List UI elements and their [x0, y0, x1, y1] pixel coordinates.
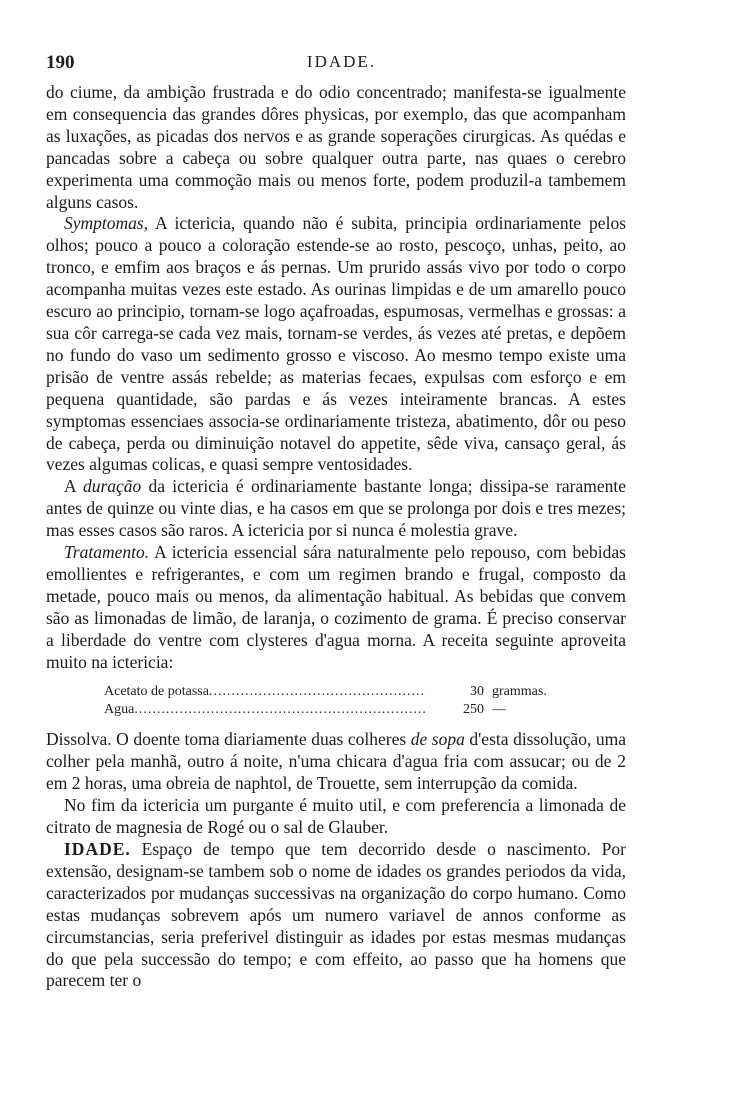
page-header: [46, 52, 637, 78]
duration-label: duração: [82, 476, 142, 497]
leader-dots: [209, 683, 426, 701]
page-number: 190: [46, 52, 75, 73]
paragraph-duration: [46, 476, 626, 542]
running-head: IDADE.: [306, 52, 377, 71]
dissolve-prefix: Dissolva. O doente toma diariamente duas colheres: [46, 729, 411, 750]
dissolve-text: d'esta dissolução, uma colher pela manhã, outro á noite, n'uma chicara d'agua fria com assucar; ou de 2 em 2 horas, uma obreia de naphtol, de Trouette, sem interrupção da comida.: [46, 729, 626, 794]
recipe-unit: grammas.: [492, 684, 547, 700]
page-body: [46, 82, 626, 992]
symptoms-label: Symptomas,: [64, 213, 149, 234]
duration-text: da ictericia é ordinariamente bastante longa; dissipa-se raramente antes de quinze ou vinte dias, e ha casos em que se prolonga por dois e tres mezes; mas esses casos são raros. A ictericia por si nunca é molestia grave.: [46, 476, 626, 541]
entry-text: Espaço de tempo que tem decorrido desde o nascimento. Por extensão, designam-se tambem sob o nome de idades os grandes periodos da vida, caracterizados por mudanças successivas na organização do corpo humano. Como estas mudanças sobrevem após um numero variavel de annos conforme as circumstancias, seria preferivel distinguir as idades por estas mesmas mudanças do que pela successão do tempo; e com effeito, ao passo que ha homens que parecem ter o: [46, 839, 626, 991]
leader-dots: [134, 701, 426, 719]
recipe-table: [104, 683, 574, 719]
paragraph-causes: do ciume, da ambição frustrada e do odio concentrado; manifesta-se igualmente em consequencia das grandes dôres physicas, por exemplo, das que acompanham as luxações, as picadas dos nervos e as grande soperações cirurgicas. As quédas e pancadas sobre a cabeça ou sobre qualquer outra parte, nas quaes o cerebro experimenta uma commoção mais ou menos forte, podem produzil-a tambemem alguns casos.: [46, 82, 626, 212]
paragraph-symptoms: [46, 213, 626, 476]
recipe-quantity: 30: [470, 684, 484, 700]
recipe-item: Acetato de potassa: [104, 684, 209, 700]
dissolve-label: de sopa: [410, 729, 465, 750]
recipe-item: Agua: [104, 702, 135, 718]
treatment-text: A ictericia essencial sára naturalmente pelo repouso, com bebidas emollientes e refrigerantes, e com um regimen brando e frugal, composto da metade, pouco mais ou menos, da alimentação habitual. As bebidas que convem são as limonadas de limão, de laranja, o cozimento de grama. É preciso conservar a liberdade do ventre com clysteres d'agua morna. A receita seguinte aproveita muito na ictericia:: [46, 542, 626, 672]
recipe-unit: —: [492, 702, 506, 718]
symptoms-text: A ictericia, quando não é subita, principia ordinariamente pelos olhos; pouco a pouco a coloração estende-se ao rosto, pescoço, unhas, peito, ao tronco, e emfim aos braços e ás pernas. Um prurido assás vivo por todo o corpo acompanha muitas vezes este estado. As ourinas limpidas e de um amarello pouco escuro ao principio, tornam-se logo açafroadas, espumosas, vermelhas e grossas: a sua côr carrega-se cada vez mais, tornam-se verdes, ás vezes até pretas, e depõem no fundo do vaso um sedimento grosso e viscoso. Ao mesmo tempo existe uma prisão de ventre assás rebelde; as materias fecaes, expulsas com esforço e em pequena quantidade, são pardas e ás vezes inteiramente brancas. A estes symptomas essenciaes associa-se ordinariamente tristeza, abatimento, dôr ou peso de cabeça, perda ou diminuição notavel do appetite, sêde viva, cansaço geral, ás vezes algumas colicas, e quasi sempre ventosidades.: [46, 213, 626, 475]
treatment-label: Tratamento.: [64, 542, 150, 563]
entry-headword: IDADE.: [64, 839, 131, 859]
paragraph-idade-entry: [46, 839, 626, 992]
paragraph-dissolve: [46, 729, 626, 795]
paragraph-purgative: No fim da ictericia um purgante é muito util, e com preferencia a limonada de citrato de magnesia de Rogé ou o sal de Glauber.: [46, 795, 626, 838]
recipe-row: [104, 701, 574, 719]
duration-prefix: A: [64, 476, 83, 497]
recipe-quantity: 250: [463, 702, 484, 718]
recipe-row: [104, 683, 574, 701]
paragraph-treatment: [46, 542, 626, 673]
